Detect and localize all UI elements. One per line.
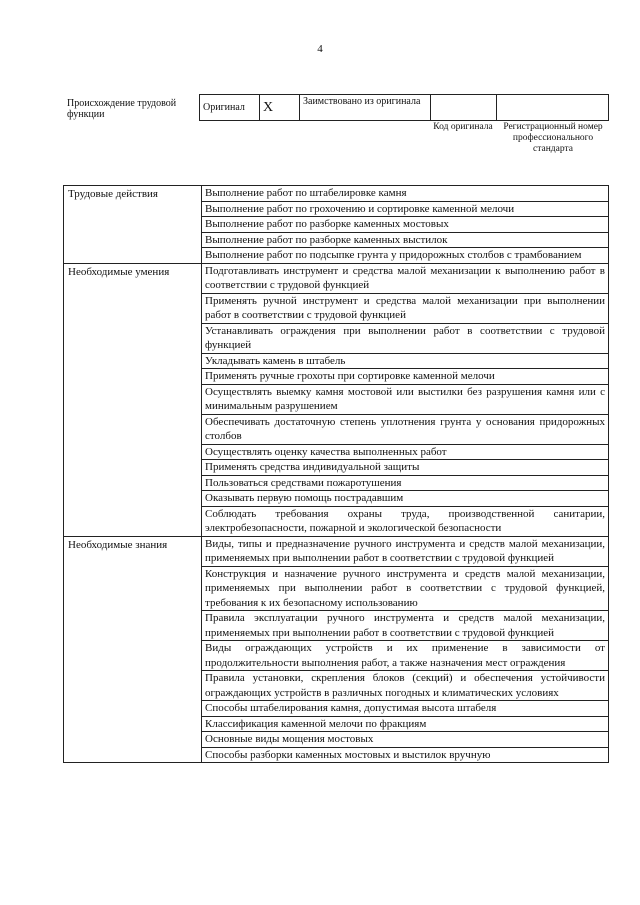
page-number: 4: [317, 43, 323, 55]
section-item: Осуществлять выемку камня мостовой или выстилки без разрушения камня или с минимальным разрушением: [202, 384, 609, 414]
section-item: Способы штабелирования камня, допустимая высота штабеля: [202, 701, 609, 717]
section-item: Осуществлять оценку качества выполненных работ: [202, 444, 609, 460]
section-item: Укладывать камень в штабель: [202, 353, 609, 369]
section-item: Способы разборки каменных мостовых и выстилок вручную: [202, 747, 609, 763]
original-cell: Оригинал: [200, 95, 260, 121]
borrowed-cell: Заимствовано из оригинала: [300, 95, 431, 121]
code-cell: [431, 95, 497, 121]
section-item: Применять ручной инструмент и средства малой механизации при выполнении работ в соответствии с трудовой функцией: [202, 293, 609, 323]
origin-table: [199, 94, 609, 121]
code-caption: Код оригинала: [433, 122, 493, 132]
section-item: Соблюдать требования охраны труда, производственной санитарии, электробезопасности, пожарной и экологической безопасности: [202, 506, 609, 536]
section-item: Подготавливать инструмент и средства малой механизации к выполнению работ в соответствии с трудовой функцией: [202, 263, 609, 293]
section-item: Выполнение работ по разборке каменных мостовых: [202, 217, 609, 233]
table-row: [64, 536, 609, 566]
section-item: Применять средства индивидуальной защиты: [202, 460, 609, 476]
section-item: Правила эксплуатации ручного инструмента и средств малой механизации, применяемых при выполнении работ в соответствии с трудовой функцией: [202, 611, 609, 641]
reg-number-caption: Регистрационный номер профессионального стандарта: [503, 122, 603, 154]
section-item: Выполнение работ по разборке каменных выстилок: [202, 232, 609, 248]
section-title: Необходимые знания: [64, 536, 202, 763]
section-item: Выполнение работ по штабелировке камня: [202, 186, 609, 202]
section-item: Правила установки, скрепления блоков (секций) и обеспечения устойчивости ограждающих устройств в различных погодных и климатических условиях: [202, 671, 609, 701]
section-item: Конструкция и назначение ручного инструмента и средств малой механизации, применяемых при выполнении работ в соответствии с трудовой функцией, требования к их безопасному использованию: [202, 566, 609, 611]
section-item: Виды ограждающих устройств и их применение в зависимости от продолжительности выполнения работ, а также назначения мест ограждения: [202, 641, 609, 671]
section-title: Трудовые действия: [64, 186, 202, 264]
section-item: Выполнение работ по грохочению и сортировке каменной мелочи: [202, 201, 609, 217]
original-mark: X: [260, 95, 300, 121]
table-row: [64, 263, 609, 293]
section-item: Применять ручные грохоты при сортировке каменной мелочи: [202, 369, 609, 385]
function-table: [63, 185, 609, 763]
section-item: Обеспечивать достаточную степень уплотнения грунта у основания придорожных столбов: [202, 414, 609, 444]
reg-number-cell: [497, 95, 609, 121]
origin-label: Происхождение трудовой функции: [67, 98, 177, 120]
section-item: Пользоваться средствами пожаротушения: [202, 475, 609, 491]
section-item: Устанавливать ограждения при выполнении работ в соответствии с трудовой функцией: [202, 323, 609, 353]
section-item: Классификация каменной мелочи по фракциям: [202, 716, 609, 732]
section-item: Основные виды мощения мостовых: [202, 732, 609, 748]
table-row: [64, 186, 609, 202]
section-item: Оказывать первую помощь пострадавшим: [202, 491, 609, 507]
section-item: Выполнение работ по подсыпке грунта у придорожных столбов с трамбованием: [202, 248, 609, 264]
section-title: Необходимые умения: [64, 263, 202, 536]
section-item: Виды, типы и предназначение ручного инструмента и средств малой механизации, применяемых при выполнении работ в соответствии с трудовой функцией: [202, 536, 609, 566]
